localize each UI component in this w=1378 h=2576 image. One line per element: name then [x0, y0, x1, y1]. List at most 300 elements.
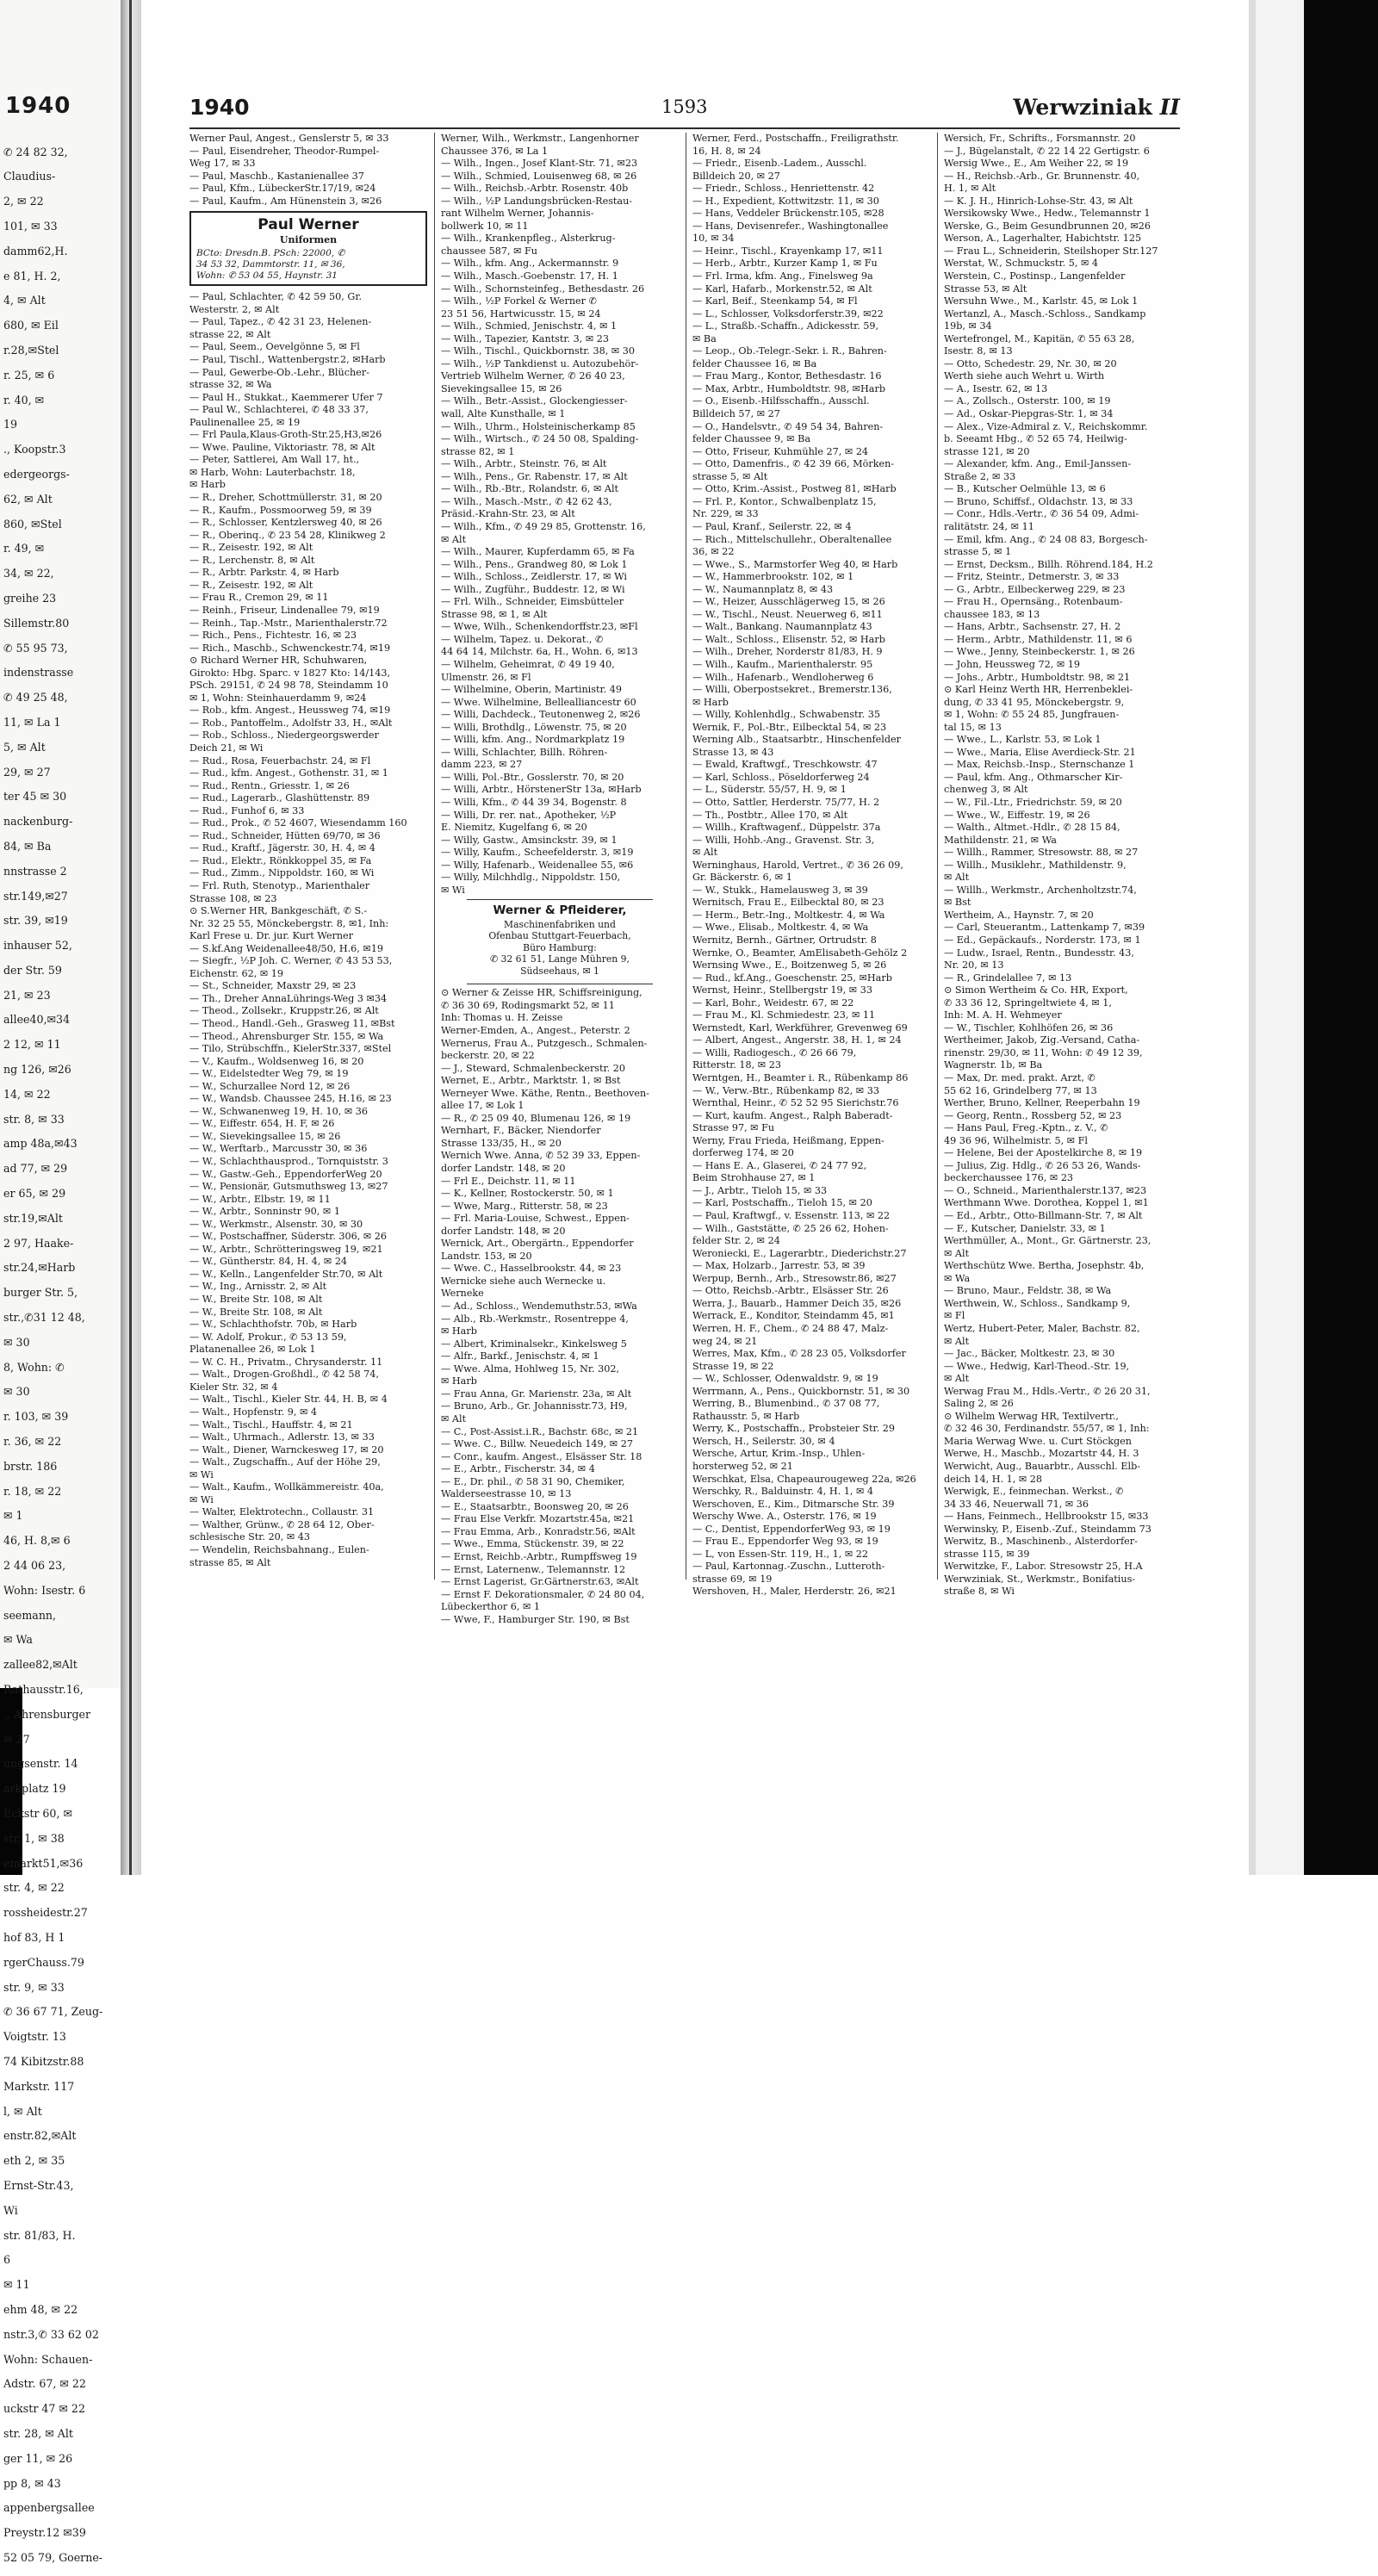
directory-entry-line: ✉ Harb: [189, 479, 226, 491]
directory-entry-line: — St., Schneider, Maxstr 29, ✉ 23: [189, 980, 357, 992]
directory-entry-line: Wernet, E., Arbtr., Marktstr. 1, ✉ Bst: [441, 1075, 621, 1087]
directory-entry-line: Werrack, E., Konditor, Steindamm 45, ✉1: [692, 1310, 895, 1322]
directory-entry-line: Landstr. 153, ✉ 20: [441, 1250, 532, 1262]
directory-entry-line: felder Str. 2, ✉ 24: [692, 1235, 780, 1247]
directory-entry-line: ✉ 30: [3, 1335, 30, 1349]
directory-entry-line: — Frau Marg., Kontor, Bethesdastr. 16: [692, 370, 882, 382]
directory-entry-line: — Wilh., Uhrm., Holsteinischerkamp 85: [441, 420, 636, 432]
directory-entry-line: — Wilh., Hafenarb., Wendloherweg 6: [692, 671, 874, 683]
directory-entry-line: 62, ✉ Alt: [3, 492, 53, 506]
directory-entry-line: Billdeich 57, ✉ 27: [692, 408, 780, 420]
directory-entry-line: str. 9, ✉ 33: [3, 1980, 65, 1994]
directory-entry-line: — Willi, Oberpostsekret., Bremerstr.136,: [692, 684, 892, 696]
directory-entry-line: — R., Arbtr. Parkstr. 4, ✉ Harb: [189, 567, 339, 579]
directory-entry-line: — Th., Postbtr., Allee 170, ✉ Alt: [692, 809, 848, 821]
directory-entry-line: — W. C. H., Privatm., Chrysanderstr. 11: [189, 1356, 383, 1368]
directory-entry-line: Werner, Ferd., Postschaffn., Freiligrathstr.: [692, 133, 899, 144]
directory-entry-line: Wohn: Isestr. 6: [3, 1583, 86, 1597]
directory-entry-line: E. Niemitz, Kugelfang 6, ✉ 20: [441, 822, 587, 834]
directory-entry-line: Wersich, Fr., Schrifts., Forsmannstr. 20: [944, 133, 1136, 144]
directory-entry-line: — Willy, Gastw., Amsinckstr. 39, ✉ 1: [441, 834, 618, 846]
directory-entry-line: — Walter, Elektrotechn., Collaustr. 31: [189, 1506, 375, 1518]
directory-entry-line: — Walt., Schloss., Elisenstr. 52, ✉ Harb: [692, 633, 885, 645]
directory-entry-line: Straße 2, ✉ 33: [944, 470, 1016, 482]
directory-entry-line: Ritterstr. 18, ✉ 23: [692, 1059, 781, 1071]
directory-entry-line: — Wilh., Krankenpfleg., Alsterkrug-: [441, 233, 616, 245]
directory-entry-line: — O., Eisenb.-Hilfsschaffn., Ausschl.: [692, 395, 870, 407]
directory-entry-line: — Helene, Bei der Apostelkirche 8, ✉ 19: [944, 1147, 1143, 1159]
directory-entry-line: rant Wilhelm Werner, Johannis-: [441, 208, 594, 220]
directory-entry-line: strasse 121, ✉ 20: [944, 445, 1030, 457]
directory-entry-line: — R., Schlosser, Kentzlersweg 40, ✉ 26: [189, 517, 382, 529]
directory-entry-line: — W., Tischl., Neust. Neuerweg 6, ✉11: [692, 608, 883, 620]
directory-entry-line: — Willi, Kfm., ✆ 44 39 34, Bogenstr. 8: [441, 796, 627, 808]
directory-entry-line: — Wwe, Marg., Ritterstr. 58, ✉ 23: [441, 1200, 608, 1212]
directory-entry-line: greihe 23: [3, 591, 57, 605]
directory-entry-line: Werschkat, Elsa, Chapeaurougeweg 22a, ✉26: [692, 1473, 916, 1485]
directory-entry-line: ✆ 36 67 71, Zeug-: [3, 2005, 103, 2019]
directory-entry-line: — Willi, Pol.-Btr., Gosslerstr. 70, ✉ 20: [441, 771, 624, 783]
directory-entry-line: — Paul, Kartonnag.-Zuschn., Lutteroth-: [692, 1561, 885, 1573]
directory-entry-line: — Tilo, Strübschffn., KielerStr.337, ✉Stel: [189, 1043, 392, 1055]
directory-entry-line: — Walt., Uhrmach., Adlerstr. 13, ✉ 33: [189, 1431, 375, 1443]
directory-entry-line: Wersig Wwe., E., Am Weiher 22, ✉ 19: [944, 158, 1129, 170]
directory-entry-line: damm62,H.: [3, 244, 68, 258]
directory-entry-line: schlesische Str. 20, ✉ 43: [189, 1531, 311, 1543]
directory-entry-line: — Alexander, kfm. Ang., Emil-Janssen-: [944, 458, 1132, 470]
header-name-range: Werwziniak II: [1013, 95, 1180, 120]
directory-entry-line: Werthmann Wwe. Dorothea, Koppel 1, ✉1: [944, 1197, 1149, 1209]
directory-entry-line: — W., Schlosser, Odenwaldstr. 9, ✉ 19: [692, 1373, 878, 1385]
directory-entry-line: — Wwe., W., Eiffestr. 19, ✉ 26: [944, 809, 1090, 821]
directory-entry-line: — Paul, Kfm., LübeckerStr.17/19, ✉24: [189, 183, 376, 195]
directory-entry-line: — Hans Paul, Freg.-Kptn., z. V., ✆: [944, 1122, 1108, 1134]
directory-entry-line: — Willh., Kraftwagenf., Düppelstr. 37a: [692, 822, 881, 834]
directory-entry-line: Strasse 19, ✉ 22: [692, 1360, 774, 1372]
directory-entry-line: uckstr 47 ✉ 22: [3, 2402, 85, 2416]
directory-entry-line: nackenburg-: [3, 815, 73, 829]
directory-entry-line: — Karl, Postschaffn., Tieloh 15, ✉ 20: [692, 1197, 872, 1209]
directory-entry-line: — Paul W., Schlachterei, ✆ 48 33 37,: [189, 404, 369, 416]
directory-entry-line: — W., Postschaffner, Süderstr. 306, ✉ 26: [189, 1231, 387, 1243]
directory-entry-line: PSch. 29151, ✆ 24 98 78, Steindamm 10: [189, 680, 388, 692]
directory-entry-line: Werthwein, W., Schloss., Sandkamp 9,: [944, 1297, 1131, 1309]
directory-entry-line: — Willi, Radiogesch., ✆ 26 66 79,: [692, 1046, 857, 1058]
directory-entry-line: Werner-Emden, A., Angest., Peterstr. 2: [441, 1025, 630, 1036]
directory-entry-line: Wernich Wwe. Anna, ✆ 52 39 33, Eppen-: [441, 1150, 641, 1162]
directory-entry-line: str. 28, ✉ Alt: [3, 2426, 73, 2440]
directory-entry-line: — Ernst, Reichb.-Arbtr., Rumpffsweg 19: [441, 1550, 637, 1562]
directory-entry-line: — Wwe, Wilh., Schenkendorffstr.23, ✉Fl: [441, 621, 638, 633]
directory-entry-line: — C., Dentist, EppendorferWeg 93, ✉ 19: [692, 1523, 891, 1535]
directory-entry-line: Werwicht, Aug., Bauarbtr., Ausschl. Elb-: [944, 1460, 1141, 1472]
directory-entry-line: Markstr. 117: [3, 2079, 75, 2093]
directory-entry-line: 2 12, ✉ 11: [3, 1038, 61, 1052]
directory-entry-line: strasse 5, ✉ 1: [944, 546, 1012, 558]
directory-entry-line: Wernicke siehe auch Wernecke u.: [441, 1275, 606, 1287]
directory-entry-line: ., Ahrensburger: [3, 1707, 90, 1721]
directory-entry-line: Werneyer Wwe. Käthe, Rentn., Beethoven-: [441, 1087, 649, 1099]
directory-entry-line: — Emil, kfm. Ang., ✆ 24 08 83, Borgesch-: [944, 533, 1148, 545]
directory-entry-line: — Ed., Gepäckaufs., Norderstr. 173, ✉ 1: [944, 934, 1141, 946]
directory-entry-line: Karl Frese u. Dr. jur. Kurt Werner: [189, 930, 354, 942]
directory-entry-line: — Frl. Maria-Louise, Schwest., Eppen-: [441, 1213, 630, 1225]
directory-entry-line: — Willh., Musiklehr., Mathildenstr. 9,: [944, 859, 1127, 871]
directory-entry-line: — S.kf.Ang Weidenallee48/50, H.6, ✉19: [189, 942, 383, 954]
directory-entry-line: Werring, B., Blumenbind., ✆ 37 08 77,: [692, 1398, 880, 1410]
directory-entry-line: — Rob., Pantoffelm., Adolfstr 33, H., ✉Alt: [189, 717, 393, 729]
directory-entry-line: Werschoven, E., Kim., Ditmarsche Str. 39: [692, 1498, 895, 1510]
directory-entry-line: Kieler Str. 32, ✉ 4: [189, 1381, 278, 1393]
directory-entry-line: — Wilh., Tapezier, Kantstr. 3, ✉ 23: [441, 332, 610, 345]
directory-entry-line: Billdeich 20, ✉ 27: [692, 170, 780, 182]
directory-entry-line: str. 1, ✉ 38: [3, 1831, 65, 1845]
directory-entry-line: — R., Kaufm., Possmoorweg 59, ✉ 39: [189, 504, 372, 516]
directory-entry-line: — Theod., Handl.-Geh., Grasweg 11, ✉Bst: [189, 1018, 395, 1029]
directory-entry-line: — A., Isestr. 62, ✉ 13: [944, 382, 1048, 394]
directory-entry-line: — Theod., Ahrensburger Str. 155, ✉ Wa: [189, 1030, 384, 1042]
directory-entry-line: 34, ✉ 22,: [3, 567, 54, 580]
directory-entry-line: Eckstr 60, ✉: [3, 1806, 73, 1820]
column-3: [692, 133, 930, 1598]
header-page-number: 1593: [661, 96, 708, 117]
directory-entry-line: r. 25, ✉ 6: [3, 368, 55, 382]
ad-werner-pfleiderer-line: ✆ 32 61 51, Lange Mühren 9,: [490, 953, 630, 965]
directory-entry-line: hof 83, H 1: [3, 1930, 65, 1944]
directory-entry-line: — Paul, Kaufm., Am Hünenstein 3, ✉26: [189, 195, 382, 207]
directory-entry-line: — Paul, Tischl., Wattenbergstr.2, ✉Harb: [189, 354, 386, 366]
column-2-entries-bottom: [441, 987, 679, 1626]
directory-entry-line: edergeorgs-: [3, 467, 70, 481]
directory-entry-line: — W., Stukk., Hamelausweg 3, ✉ 39: [692, 884, 868, 896]
directory-entry-line: — Reinh., Friseur, Lindenallee 79, ✉19: [189, 604, 380, 616]
directory-entry-line: Gr. Bäckerstr. 6, ✉ 1: [692, 872, 792, 884]
directory-entry-line: Werwigk, E., feinmechan. Werkst., ✆: [944, 1486, 1124, 1498]
directory-entry-line: Wernstedt, Karl, Werkführer, Grevenweg 69: [692, 1021, 908, 1034]
column-2: [441, 133, 679, 1626]
directory-entry-line: — Frl. Ruth, Stenotyp., Marienthaler: [189, 879, 370, 891]
directory-entry-line: — John, Heussweg 72, ✉ 19: [944, 658, 1080, 670]
directory-entry-line: ✉ Wi: [441, 884, 465, 896]
directory-entry-line: — Willh., Rammer, Stresowstr. 88, ✉ 27: [944, 847, 1139, 859]
directory-entry-line: Wernitsch, Frau E., Eilbecktal 80, ✉ 23: [692, 897, 885, 909]
directory-entry-line: — Wilh., Kfm., ✆ 49 29 85, Grottenstr. 16,: [441, 520, 646, 532]
directory-entry-line: — Otto, Sattler, Herderstr. 75/77, H. 2: [692, 796, 880, 808]
directory-entry-line: — W., Arbtr., Schrötteringsweg 19, ✉21: [189, 1243, 383, 1255]
directory-entry-line: strasse 82, ✉ 1: [441, 445, 515, 457]
directory-entry-line: — Willi, Brothdlg., Löwenstr. 75, ✉ 20: [441, 721, 627, 733]
directory-entry-line: Werwinsky, P., Eisenb.-Zuf., Steindamm 73: [944, 1523, 1151, 1535]
directory-entry-line: — Bruno, Arb., Gr. Johannisstr.73, H9,: [441, 1400, 628, 1412]
directory-entry-line: 6: [3, 2253, 11, 2267]
directory-entry-line: — Herb., Arbtr., Kurzer Kamp 1, ✉ Fu: [692, 258, 878, 270]
directory-entry-line: — Carl, Steuerantm., Lattenkamp 7, ✉39: [944, 922, 1145, 934]
directory-page: [141, 0, 1249, 1875]
directory-entry-line: — Paul, kfm. Ang., Othmarscher Kir-: [944, 771, 1123, 783]
directory-entry-line: — Herm., Betr.-Ing., Moltkestr. 4, ✉ Wa: [692, 909, 885, 921]
directory-entry-line: 2 97, Haake-: [3, 1236, 74, 1250]
directory-entry-line: — Paul, Maschb., Kastanienallee 37: [189, 170, 364, 182]
directory-entry-line: — Wilh., ½P Landungsbrücken-Restau-: [441, 195, 633, 207]
directory-entry-line: — K. J. H., Hinrich-Lohse-Str. 43, ✉ Alt: [944, 195, 1133, 207]
directory-entry-line: allee 17, ✉ Lok 1: [441, 1100, 525, 1112]
directory-entry-line: — Georg, Rentn., Rossberg 52, ✉ 23: [944, 1109, 1122, 1121]
directory-entry-line: — Otto, Schedestr. 29, Nr. 30, ✉ 20: [944, 357, 1117, 369]
directory-entry-line: allee40,✉34: [3, 1013, 71, 1027]
directory-entry-line: 36, ✉ 22: [692, 546, 735, 558]
directory-entry-line: chenweg 3, ✉ Alt: [944, 784, 1028, 796]
directory-entry-line: — W., Verw.-Btr., Rübenkamp 82, ✉ 33: [692, 1084, 879, 1096]
directory-entry-line: — Rich., Pens., Fichtestr. 16, ✉ 23: [189, 630, 357, 642]
directory-entry-line: — Rud., Kraftf., Jägerstr. 30, H. 4, ✉ 4: [189, 842, 376, 854]
directory-entry-line: Wernick, Art., Obergärtn., Eppendorfer: [441, 1238, 634, 1250]
previous-page-lines: [3, 134, 117, 2576]
directory-entry-line: — Frau M., Kl. Schmiedestr. 23, ✉ 11: [692, 1009, 876, 1021]
previous-page-year: 1940: [5, 93, 71, 119]
directory-entry-line: Lübeckerthor 6, ✉ 1: [441, 1601, 541, 1613]
directory-entry-line: — Willi, Schlachter, Billh. Röhren-: [441, 746, 608, 758]
scan-edge-right: [1304, 0, 1378, 1875]
directory-entry-line: l, ✉ Alt: [3, 2104, 42, 2118]
directory-entry-line: ✉ Wi: [189, 1468, 214, 1480]
directory-entry-line: — Alex., Vize-Admiral z. V., Reichskommr.: [944, 420, 1148, 432]
directory-entry-line: — A., Zollsch., Osterstr. 100, ✉ 19: [944, 395, 1111, 407]
directory-entry-line: — J., Bügelanstalt, ✆ 22 14 22 Gertigstr. 6: [944, 145, 1150, 157]
directory-entry-line: Claudius-: [3, 170, 56, 183]
directory-entry-line: — W., Arbtr., Elbstr. 19, ✉ 11: [189, 1193, 331, 1205]
directory-entry-line: — Ed., Arbtr., Otto-Billmann-Str. 7, ✉ Alt: [944, 1210, 1143, 1222]
directory-entry-line: — Walt., Diener, Warnckesweg 17, ✉ 20: [189, 1443, 384, 1456]
directory-entry-line: 49 36 96, Wilhelmistr. 5, ✉ Fl: [944, 1134, 1088, 1146]
directory-entry-line: indenstrasse: [3, 666, 74, 680]
directory-entry-line: dorfer Landstr. 148, ✉ 20: [441, 1225, 566, 1237]
ad-rule: [467, 899, 653, 900]
directory-entry-line: Paulinenallee 25, ✉ 19: [189, 416, 301, 428]
directory-entry-line: str. 81/83, H.: [3, 2228, 76, 2242]
directory-entry-line: Werwziniak, St., Werkmstr., Bonifatius-: [944, 1573, 1136, 1585]
directory-entry-line: Strasse 133/35, H., ✉ 20: [441, 1137, 562, 1149]
directory-entry-line: — Rud., Funhof 6, ✉ 33: [189, 804, 305, 816]
directory-entry-line: — Wilh., Betr.-Assist., Glockengiesser-: [441, 395, 628, 407]
directory-entry-line: Wernik, F., Pol.-Btr., Eilbecktal 54, ✉ 23: [692, 721, 887, 733]
directory-entry-line: — K., Kellner, Rostockerstr. 50, ✉ 1: [441, 1188, 614, 1200]
directory-entry-line: Wi: [3, 2203, 18, 2217]
directory-entry-line: Werwitz, B., Maschinenb., Alsterdorfer-: [944, 1536, 1138, 1548]
directory-entry-line: ✆ 36 30 69, Rodingsmarkt 52, ✉ 11: [441, 999, 615, 1011]
directory-entry-line: Werntgen, H., Beamter i. R., Rübenkamp 86: [692, 1072, 909, 1084]
directory-entry-line: — Wwe. C., Hasselbrookstr. 44, ✉ 23: [441, 1263, 622, 1275]
directory-entry-line: — Frau Emma, Arb., Konradstr.56, ✉Alt: [441, 1525, 636, 1537]
directory-entry-line: — Rud., Elektr., Rönkkoppel 35, ✉ Fa: [189, 854, 372, 866]
column-4: [944, 133, 1182, 1598]
header-rule: [189, 127, 1180, 129]
directory-entry-line: — C., Post-Assist.i.R., Bachstr. 68c, ✉ 21: [441, 1425, 639, 1437]
directory-entry-line: rgerChauss.79: [3, 1955, 84, 1969]
ad-werner-pfleiderer: [441, 905, 679, 977]
directory-entry-line: — Walther, Grünw., ✆ 28 64 12, Ober-: [189, 1518, 375, 1530]
header-range-suffix: II: [1159, 95, 1180, 120]
directory-entry-line: — Wilh., Gaststätte, ✆ 25 26 62, Hohen-: [692, 1222, 889, 1234]
directory-entry-line: 680, ✉ Eil: [3, 319, 59, 332]
directory-entry-line: emarkt51,✉36: [3, 1856, 84, 1870]
directory-entry-line: ⊙ Simon Wertheim & Co. HR, Export,: [944, 984, 1128, 996]
directory-entry-line: zallee82,✉Alt: [3, 1658, 78, 1672]
directory-entry-line: ✆ 32 46 30, Ferdinandstr. 55/57, ✉ 1, Inh:: [944, 1423, 1150, 1435]
directory-entry-line: dorfer Landstr. 148, ✉ 20: [441, 1163, 566, 1175]
directory-entry-line: Strasse 13, ✉ 43: [692, 746, 774, 758]
directory-entry-line: — W., Tischler, Kohlhöfen 26, ✉ 36: [944, 1021, 1114, 1034]
directory-entry-line: — Wwe. Pauline, Viktoriastr. 78, ✉ Alt: [189, 441, 376, 453]
directory-entry-line: — E., Arbtr., Fischerstr. 34, ✉ 4: [441, 1463, 595, 1475]
directory-entry-line: — Wilh., Reichsb.-Arbtr. Rosenstr. 40b: [441, 183, 629, 195]
book-gutter: [121, 0, 141, 1875]
directory-entry-line: ✉ Wi: [189, 1493, 214, 1505]
ad-paul-werner-line: BCto: Dresdn.B. PSch: 22000, ✆: [196, 248, 345, 259]
directory-entry-line: — Wwe. Alma, Hohlweg 15, Nr. 302,: [441, 1362, 620, 1375]
directory-entry-line: Werstat, W., Schmuckstr. 5, ✉ 4: [944, 258, 1099, 270]
directory-entry-line: str. 4, ✉ 22: [3, 1881, 65, 1895]
directory-entry-line: ✉ Alt: [944, 1373, 970, 1385]
directory-entry-line: Werren, H. F., Chem., ✆ 24 88 47, Malz-: [692, 1322, 889, 1334]
directory-entry-line: 2, ✉ 22: [3, 195, 44, 208]
directory-entry-line: Wersch, H., Seilerstr. 30, ✉ 4: [692, 1435, 835, 1447]
directory-entry-line: str. 39, ✉19: [3, 914, 68, 928]
directory-entry-line: 101, ✉ 33: [3, 219, 58, 233]
directory-entry-line: Deich 21, ✉ Wi: [189, 742, 264, 754]
directory-entry-line: ⊙ S.Werner HR, Bankgeschäft, ✆ S.-: [189, 905, 368, 917]
directory-entry-line: — W., Eidelstedter Weg 79, ✉ 19: [189, 1068, 349, 1080]
directory-entry-line: — Rud., kf.Ang., Goeschenstr. 25, ✉Harb: [692, 971, 892, 984]
directory-entry-line: Wagnerstr. 1b, ✉ Ba: [944, 1059, 1043, 1071]
directory-entry-line: — Theod., Zollsekr., Kruppstr.26, ✉ Alt: [189, 1005, 379, 1017]
column-1: [189, 133, 427, 1569]
directory-entry-line: wall, Alte Kunsthalle, ✉ 1: [441, 408, 566, 420]
directory-entry-line: ✉ Wa: [944, 1272, 971, 1284]
directory-entry-line: 29, ✉ 27: [3, 765, 51, 779]
directory-entry-line: — Conr., Hdls.-Vertr., ✆ 36 54 09, Admi-: [944, 508, 1139, 520]
directory-entry-line: appenbergsallee: [3, 2501, 95, 2515]
directory-entry-line: — Ernst F. Dekorationsmaler, ✆ 24 80 04,: [441, 1588, 645, 1600]
directory-entry-line: — Paul, Seem., Oevelgönne 5, ✉ Fl: [189, 341, 360, 353]
directory-entry-line: — Wwe., Hedwig, Karl-Theod.-Str. 19,: [944, 1360, 1130, 1372]
directory-entry-line: Platanenallee 26, ✉ Lok 1: [189, 1344, 316, 1356]
directory-entry-line: — Frl Paula,Klaus-Groth-Str.25,H3,✉26: [189, 429, 382, 441]
directory-entry-line: — W., Fil.-Ltr., Friedrichstr. 59, ✉ 20: [944, 796, 1122, 808]
directory-entry-line: Werwe, H., Maschb., Mozartstr 44, H. 3: [944, 1448, 1139, 1460]
directory-columns: [189, 133, 1180, 1625]
directory-entry-line: — B., Kutscher Oelmühle 13, ✉ 6: [944, 483, 1106, 495]
directory-entry-line: ✉ Alt: [441, 1412, 467, 1425]
directory-entry-line: ✉ Bst: [944, 897, 971, 909]
directory-entry-line: str. 8, ✉ 33: [3, 1112, 65, 1126]
directory-entry-line: — Willh., Werkmstr., Archenholtzstr.74,: [944, 884, 1137, 896]
directory-entry-line: Werson, A., Lagerhalter, Habichtstr. 125: [944, 233, 1142, 245]
directory-entry-line: Wersuhn Wwe., M., Karlstr. 45, ✉ Lok 1: [944, 295, 1139, 307]
directory-entry-line: — O., Handelsvtr., ✆ 49 54 34, Bahren-: [692, 420, 884, 432]
directory-entry-line: Sievekingsallee 15, ✉ 26: [441, 382, 562, 394]
directory-entry-line: Wershoven, H., Maler, Herderstr. 26, ✉21: [692, 1586, 897, 1598]
directory-entry-line: Inh: M. A. H. Wehmeyer: [944, 1009, 1062, 1021]
directory-entry-line: — Rob., kfm. Angest., Heussweg 74, ✉19: [189, 705, 391, 717]
directory-entry-line: — W., Werkmstr., Alsenstr. 30, ✉ 30: [189, 1218, 363, 1230]
directory-entry-line: Werske, G., Beim Gesundbrunnen 20, ✉26: [944, 220, 1151, 232]
directory-entry-line: strasse 32, ✉ Wa: [189, 379, 272, 391]
directory-entry-line: Werra, J., Bauarb., Hammer Deich 35, ✉26: [692, 1297, 902, 1309]
directory-entry-line: er 65, ✉ 29: [3, 1187, 66, 1201]
directory-entry-line: — Wilh., Zugführ., Buddestr. 12, ✉ Wi: [441, 583, 625, 595]
directory-entry-line: — Willi, Dachdeck., Teutonenweg 2, ✉26: [441, 709, 641, 721]
directory-entry-line: — H., Reichsb.-Arb., Gr. Brunnenstr. 40,: [944, 170, 1140, 182]
directory-entry-line: ✉ 1, Wohn: Steinhauerdamm 9, ✉24: [189, 692, 367, 704]
directory-entry-line: amp 48a,✉43: [3, 1137, 78, 1151]
directory-entry-line: — Reinh., Tap.-Mstr., Marienthalerstr.72: [189, 617, 388, 629]
directory-entry-line: — L., Süderstr. 55/57, H. 9, ✉ 1: [692, 784, 847, 796]
directory-entry-line: — Wwe., Elisab., Moltkestr. 4, ✉ Wa: [692, 922, 869, 934]
directory-entry-line: 55 62 16, Grindelberg 77, ✉ 13: [944, 1084, 1097, 1096]
directory-entry-line: — Karl, Hafarb., Morkenstr.52, ✉ Alt: [692, 282, 872, 295]
directory-entry-line: — R., Oberinq., ✆ 23 54 28, Klinikweg 2: [189, 529, 386, 541]
directory-entry-line: — Jac., Bäcker, Moltkestr. 23, ✉ 30: [944, 1348, 1115, 1360]
directory-entry-line: — W., Heizer, Ausschlägerweg 15, ✉ 26: [692, 596, 885, 608]
directory-entry-line: — Otto, Krim.-Assist., Postweg 81, ✉Harb: [692, 483, 897, 495]
directory-entry-line: seemann,: [3, 1608, 57, 1622]
directory-entry-line: — Albert, Kriminalsekr., Kinkelsweg 5: [441, 1338, 627, 1350]
directory-entry-line: — Wilh., Schmied, Jenischstr. 4, ✉ 1: [441, 320, 618, 332]
directory-entry-line: — Ad., Schloss., Wendemuthstr.53, ✉Wa: [441, 1300, 637, 1313]
column-1-entries-top: [189, 133, 427, 208]
directory-entry-line: Werres, Max, Kfm., ✆ 28 23 05, Volksdorfer: [692, 1348, 906, 1360]
directory-entry-line: ✆ 49 25 48,: [3, 691, 68, 705]
directory-entry-line: ⊙ Wilhelm Werwag HR, Textilvertr.,: [944, 1410, 1119, 1422]
directory-entry-line: — Paul H., Stukkat., Kaemmerer Ufer 7: [189, 391, 383, 403]
directory-entry-line: Wertz, Hubert-Peter, Maler, Bachstr. 82,: [944, 1322, 1140, 1334]
directory-entry-line: str.,✆31 12 48,: [3, 1311, 85, 1325]
directory-entry-line: — Wwe. C., Billw. Neuedeich 149, ✉ 27: [441, 1438, 633, 1450]
directory-entry-line: — R., Lerchenstr. 8, ✉ Alt: [189, 554, 315, 566]
ad-werner-pfleiderer-line: Ofenbau Stuttgart-Feuerbach,: [488, 930, 631, 942]
directory-entry-line: ✉ Harb, Wohn: Lauterbachstr. 18,: [189, 466, 356, 478]
directory-entry-line: b. Seeamt Hbg., ✆ 52 65 74, Heilwig-: [944, 433, 1127, 445]
directory-entry-line: beckerstr. 20, ✉ 22: [441, 1050, 535, 1062]
directory-entry-line: e 81, H. 2,: [3, 269, 61, 282]
directory-entry-line: — Max, Reichsb.-Insp., Sternschanze 1: [944, 759, 1135, 771]
directory-entry-line: — W., Breite Str. 108, ✉ Alt: [189, 1294, 323, 1306]
directory-entry-line: ⊙ Richard Werner HR, Schuhwaren,: [189, 655, 368, 667]
directory-entry-line: r.28,✉Stel: [3, 343, 59, 357]
directory-entry-line: Werstein, C., Postinsp., Langenfelder: [944, 270, 1126, 282]
directory-entry-line: — Wilh., Tischl., Quickbornstr. 38, ✉ 30: [441, 345, 636, 357]
directory-entry-line: Werrmann, A., Pens., Quickbornstr. 51, ✉ 30: [692, 1385, 910, 1397]
directory-entry-line: Nr. 229, ✉ 33: [692, 508, 759, 520]
directory-entry-line: bollwerk 10, ✉ 11: [441, 220, 529, 232]
directory-entry-line: nnstrasse 2: [3, 864, 67, 878]
directory-entry-line: — Bruno, Schiffsf., Oldachstr. 13, ✉ 33: [944, 495, 1133, 507]
directory-entry-line: arkplatz 19: [3, 1782, 66, 1796]
directory-entry-line: — Wilh., Masch.-Mstr., ✆ 42 62 43,: [441, 495, 612, 507]
directory-entry-line: Wernerus, Frau A., Putzgesch., Schmalen-: [441, 1037, 648, 1049]
directory-entry-line: der Str. 59: [3, 963, 62, 977]
directory-entry-line: Strasse 97, ✉ Fu: [692, 1122, 775, 1134]
directory-entry-line: — Willi, Hohb.-Ang., Gravenst. Str. 3,: [692, 834, 875, 846]
directory-entry-line: — Rud., Zimm., Nippoldstr. 160, ✉ Wi: [189, 867, 375, 879]
directory-entry-line: Nr. 32 25 55, Mönckebergstr. 8, ✉1, Inh:: [189, 917, 389, 929]
directory-entry-line: — R., Zeisestr. 192, ✉ Alt: [189, 542, 313, 554]
directory-entry-line: 11, ✉ La 1: [3, 715, 61, 729]
directory-entry-line: beckerchaussee 176, ✉ 23: [944, 1172, 1074, 1184]
directory-entry-line: — Wilh., Arbtr., Steinstr. 76, ✉ Alt: [441, 458, 607, 470]
directory-entry-line: — Wilh., Rb.-Btr., Rolandstr. 6, ✉ Alt: [441, 483, 619, 495]
directory-entry-line: — Wilh., Pens., Grandweg 80, ✉ Lok 1: [441, 558, 628, 570]
